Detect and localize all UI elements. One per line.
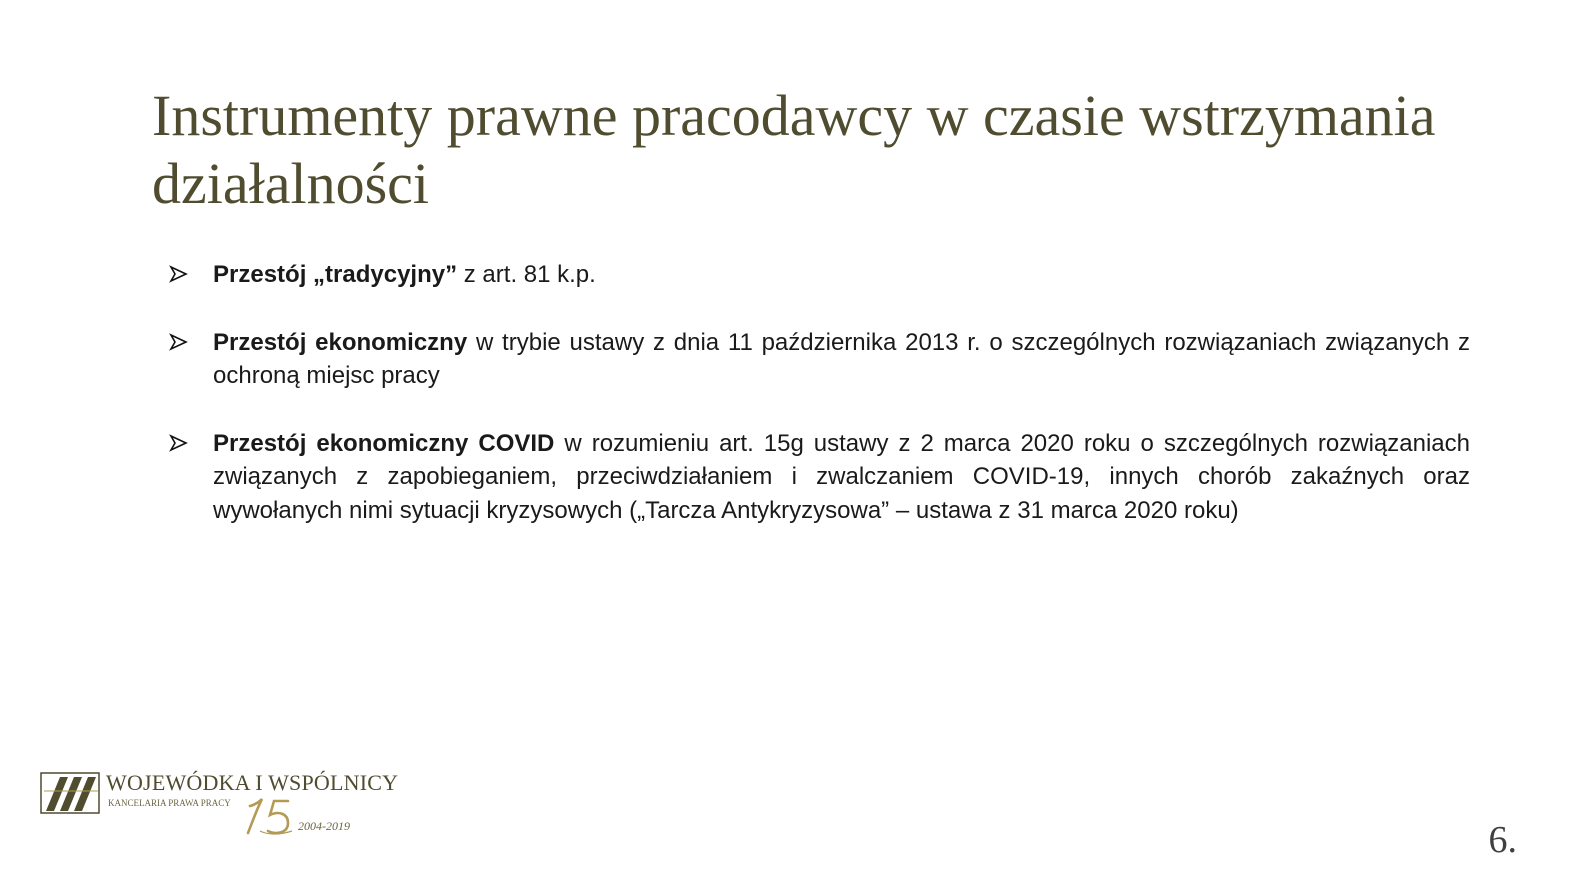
bullet-list	[168, 258, 1470, 527]
bullet-item-przestoj-ekonomiczny	[168, 326, 1470, 393]
bullet-lead: Przestój ekonomiczny COVID	[213, 429, 555, 457]
bullet-text: z art. 81 k.p.	[457, 261, 596, 288]
logo-subtitle: KANCELARIA PRAWA PRACY	[108, 798, 231, 808]
bullet-lead: Przestój „tradycyjny”	[213, 261, 458, 288]
company-logo	[40, 767, 399, 839]
law-firm-mark-icon	[40, 771, 100, 815]
bullet-text: w trybie ustawy z dnia 11 października 2013 r. o szczególnych rozwiązaniach związanych z ochroną miejsc pracy	[213, 328, 1471, 389]
slide-title: Instrumenty prawne pracodawcy w czasie wstrzymania działalności	[152, 83, 1436, 216]
arrowhead-bullet-icon	[168, 433, 188, 453]
arrowhead-bullet-icon	[168, 332, 188, 352]
arrowhead-bullet-icon	[168, 264, 188, 284]
logo-years: 2004-2019	[298, 819, 350, 833]
bullet-lead: Przestój ekonomiczny	[213, 328, 468, 356]
bullet-item-przestoj-tradycyjny	[168, 258, 1470, 292]
bullet-text: w rozumieniu art. 15g ustawy z 2 marca 2020 roku o szczególnych rozwiązaniach związanych z zapobieganiem, przeciwdziałaniem i zwalczaniem COVID-19, innych chorób zakaźnych oraz wywołanych nimi sytuacji kryzysowych („Tarcza Antykryzysowa” – ustawa z 31 marca 2020 roku)	[213, 429, 1470, 524]
anniversary-15-icon	[238, 793, 298, 837]
page-number: 6.	[1488, 819, 1517, 861]
bullet-item-przestoj-covid	[168, 427, 1470, 528]
logo-name: WOJEWÓDKA I WSPÓLNICY	[106, 770, 399, 795]
